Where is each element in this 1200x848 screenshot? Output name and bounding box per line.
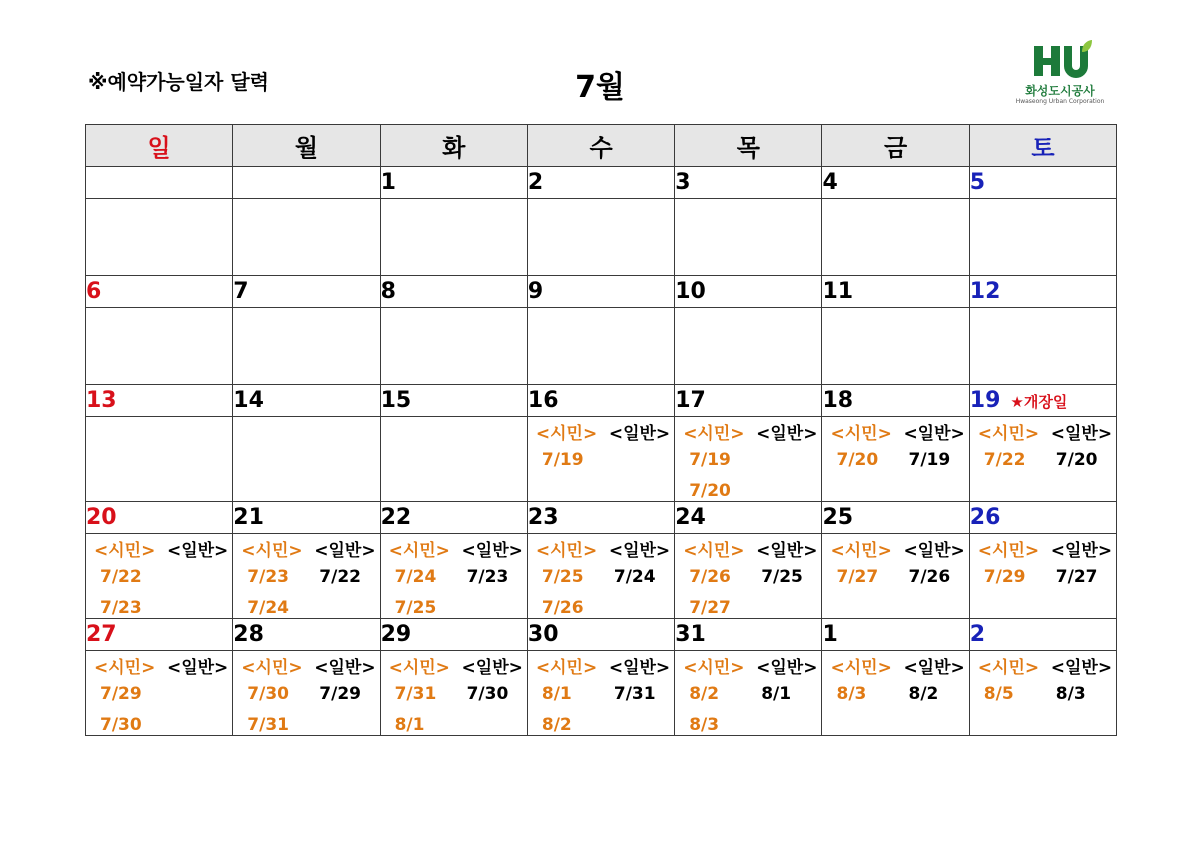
citizen-date: 7/22 — [983, 450, 1026, 470]
day-availability-cell — [233, 308, 380, 385]
citizen-label: <시민> — [683, 424, 745, 444]
weekday-sun: 일 — [86, 125, 233, 167]
general-date: 7/22 — [319, 567, 361, 587]
citizen-label: <시민> — [388, 658, 450, 678]
day-number — [822, 167, 969, 199]
day-number — [675, 385, 822, 417]
day-number — [675, 502, 822, 534]
general-label: <일반> — [1050, 658, 1113, 678]
citizen-date: 7/30 — [100, 715, 142, 735]
day-availability-cell — [527, 651, 674, 736]
citizen-label: <시민> — [535, 424, 598, 444]
general-label: <일반> — [903, 424, 965, 444]
general-date: 7/23 — [466, 567, 509, 587]
general-label: <일반> — [461, 658, 523, 678]
general-date: 7/29 — [319, 684, 361, 704]
day-availability-cell — [233, 534, 380, 619]
day-availability-cell — [86, 534, 233, 619]
day-number-text: 17 — [675, 388, 706, 413]
day-number-text: 19 — [969, 388, 1001, 413]
day-availability-cell — [527, 199, 674, 276]
month-title: 7월 — [575, 70, 625, 105]
general-label: <일반> — [608, 658, 671, 678]
weekday-mon: 월 — [233, 125, 380, 167]
citizen-date: 7/20 — [689, 481, 731, 501]
general-label: <일반> — [756, 658, 818, 678]
day-number — [86, 276, 233, 308]
day-number-text: 12 — [969, 279, 1001, 304]
general-date: 8/1 — [761, 684, 792, 704]
day-number — [527, 167, 674, 199]
reservation-calendar — [85, 124, 1117, 736]
date-row — [86, 276, 1117, 308]
day-number — [86, 502, 233, 534]
citizen-date: 7/23 — [100, 598, 142, 618]
day-number-text: 29 — [380, 622, 412, 647]
day-number-text: 26 — [969, 505, 1001, 530]
day-number — [969, 276, 1116, 308]
citizen-date: 7/24 — [247, 598, 289, 618]
availability-row — [86, 417, 1117, 502]
citizen-label: <시민> — [977, 541, 1040, 561]
general-date: 7/30 — [466, 684, 509, 704]
date-row — [86, 619, 1117, 651]
day-availability-cell — [86, 199, 233, 276]
day-number — [527, 385, 674, 417]
day-number-text: 31 — [675, 622, 706, 647]
day-number — [233, 619, 380, 651]
day-availability-cell — [969, 199, 1116, 276]
citizen-label: <시민> — [977, 424, 1040, 444]
citizen-date: 7/20 — [836, 450, 879, 470]
day-number — [675, 276, 822, 308]
citizen-label: <시민> — [535, 541, 598, 561]
citizen-label: <시민> — [683, 541, 745, 561]
general-label: <일반> — [1050, 424, 1113, 444]
day-number — [380, 167, 527, 199]
day-availability-cell — [86, 308, 233, 385]
weekday-tue: 화 — [380, 125, 527, 167]
day-availability-cell — [527, 417, 674, 502]
general-date: 7/26 — [908, 567, 951, 587]
citizen-date: 7/29 — [100, 684, 142, 704]
day-number — [233, 502, 380, 534]
general-label: <일반> — [756, 541, 818, 561]
company-name: 화성도시공사 — [1025, 84, 1095, 98]
weekday-wed: 수 — [527, 125, 674, 167]
day-availability-cell — [380, 199, 527, 276]
date-row — [86, 385, 1117, 417]
day-number-text: 18 — [822, 388, 854, 413]
day-number-text: 9 — [527, 279, 544, 304]
hu-logo-icon — [1032, 40, 1092, 78]
day-number-text: 1 — [380, 170, 396, 195]
day-availability-cell — [86, 417, 233, 502]
general-label: <일반> — [608, 424, 671, 444]
day-number — [822, 385, 969, 417]
day-number — [86, 167, 233, 199]
citizen-label: <시민> — [241, 541, 303, 561]
day-availability-cell — [822, 199, 969, 276]
day-number-text: 20 — [86, 505, 117, 530]
company-subtitle: Hwaseong Urban Corporation — [1015, 98, 1105, 105]
citizen-label: <시민> — [830, 424, 892, 444]
day-availability-cell — [233, 651, 380, 736]
general-date: 7/31 — [613, 684, 656, 704]
day-number-text: 27 — [86, 622, 117, 647]
day-availability-cell — [380, 651, 527, 736]
day-availability-cell — [675, 417, 822, 502]
citizen-date: 8/3 — [689, 715, 720, 735]
citizen-label: <시민> — [388, 541, 450, 561]
day-availability-cell — [675, 308, 822, 385]
availability-row — [86, 534, 1117, 619]
company-logo — [1010, 40, 1110, 110]
weekday-header-row — [86, 125, 1117, 167]
day-number — [233, 276, 380, 308]
citizen-date: 7/23 — [247, 567, 289, 587]
citizen-date: 7/31 — [247, 715, 289, 735]
day-number-text: 22 — [380, 505, 412, 530]
day-number — [822, 276, 969, 308]
citizen-label: <시민> — [535, 658, 598, 678]
day-number — [969, 619, 1116, 651]
day-number — [675, 619, 822, 651]
day-number-text: 14 — [233, 388, 264, 413]
weekday-thu: 목 — [675, 125, 822, 167]
general-date: 7/19 — [908, 450, 951, 470]
citizen-date: 8/2 — [541, 715, 572, 735]
day-availability-cell — [822, 308, 969, 385]
general-label: <일반> — [166, 658, 229, 678]
day-number — [527, 619, 674, 651]
citizen-date: 7/29 — [983, 567, 1026, 587]
availability-row — [86, 308, 1117, 385]
day-number-text: 15 — [380, 388, 412, 413]
day-availability-cell — [380, 417, 527, 502]
day-number — [233, 385, 380, 417]
day-number-text: 6 — [86, 279, 102, 304]
citizen-date: 7/26 — [689, 567, 731, 587]
day-number-text: 2 — [527, 170, 544, 195]
citizen-date: 8/1 — [541, 684, 572, 704]
day-availability-cell — [233, 199, 380, 276]
day-number-text: 2 — [969, 622, 986, 647]
day-availability-cell — [675, 199, 822, 276]
date-row — [86, 167, 1117, 199]
citizen-date: 7/27 — [836, 567, 879, 587]
day-availability-cell — [86, 651, 233, 736]
general-label: <일반> — [166, 541, 229, 561]
availability-row — [86, 651, 1117, 736]
general-label: <일반> — [756, 424, 818, 444]
day-availability-cell — [233, 417, 380, 502]
day-number-text: 13 — [86, 388, 117, 413]
day-number-text: 3 — [675, 170, 691, 195]
citizen-date: 7/22 — [100, 567, 142, 587]
day-number — [380, 619, 527, 651]
day-number — [527, 276, 674, 308]
citizen-date: 7/30 — [247, 684, 289, 704]
general-label: <일반> — [461, 541, 523, 561]
day-number — [822, 502, 969, 534]
citizen-label: <시민> — [977, 658, 1040, 678]
citizen-date: 8/5 — [983, 684, 1014, 704]
day-number — [969, 502, 1116, 534]
general-date: 8/2 — [908, 684, 939, 704]
day-number — [675, 167, 822, 199]
day-number-text: 8 — [380, 279, 396, 304]
citizen-date: 7/25 — [541, 567, 584, 587]
day-number-text: 23 — [527, 505, 559, 530]
day-number — [380, 502, 527, 534]
day-number — [527, 502, 674, 534]
day-number-text: 10 — [675, 279, 706, 304]
day-availability-cell — [822, 534, 969, 619]
day-availability-cell — [380, 308, 527, 385]
citizen-label: <시민> — [94, 658, 156, 678]
general-date: 8/3 — [1055, 684, 1086, 704]
day-number — [380, 276, 527, 308]
calendar-note: ※예약가능일자 달력 — [88, 70, 269, 94]
general-date: 7/25 — [761, 567, 803, 587]
citizen-label: <시민> — [241, 658, 303, 678]
day-availability-cell — [969, 651, 1116, 736]
day-number-text: 28 — [233, 622, 264, 647]
day-number-text: 11 — [822, 279, 854, 304]
day-number-text: 25 — [822, 505, 854, 530]
weekday-fri: 금 — [822, 125, 969, 167]
day-availability-cell — [380, 534, 527, 619]
day-number — [380, 385, 527, 417]
general-date: 7/20 — [1055, 450, 1098, 470]
citizen-date: 8/1 — [394, 715, 425, 735]
day-number-text: 21 — [233, 505, 264, 530]
day-number-text: 5 — [969, 170, 986, 195]
citizen-label: <시민> — [830, 541, 892, 561]
general-label: <일반> — [1050, 541, 1113, 561]
citizen-date: 7/19 — [689, 450, 731, 470]
general-label: <일반> — [314, 658, 376, 678]
citizen-date: 8/2 — [689, 684, 720, 704]
day-number-text: 24 — [675, 505, 706, 530]
day-number-text: 4 — [822, 170, 838, 195]
day-availability-cell — [527, 534, 674, 619]
day-availability-cell — [675, 651, 822, 736]
general-label: <일반> — [903, 541, 965, 561]
day-availability-cell — [822, 417, 969, 502]
opening-day-label: ★개장일 — [1010, 393, 1068, 411]
general-label: <일반> — [314, 541, 376, 561]
day-availability-cell — [969, 417, 1116, 502]
general-label: <일반> — [608, 541, 671, 561]
day-number — [233, 167, 380, 199]
day-availability-cell — [969, 308, 1116, 385]
availability-row — [86, 199, 1117, 276]
day-number-text: 7 — [233, 279, 249, 304]
citizen-date: 7/26 — [541, 598, 584, 618]
day-availability-cell — [675, 534, 822, 619]
day-availability-cell — [969, 534, 1116, 619]
weekday-sat: 토 — [969, 125, 1116, 167]
citizen-date: 7/25 — [394, 598, 437, 618]
day-availability-cell — [527, 308, 674, 385]
citizen-date: 7/24 — [394, 567, 437, 587]
day-availability-cell — [822, 651, 969, 736]
citizen-label: <시민> — [94, 541, 156, 561]
citizen-date: 7/31 — [394, 684, 437, 704]
day-number — [86, 619, 233, 651]
citizen-date: 8/3 — [836, 684, 867, 704]
day-number-text: 30 — [527, 622, 559, 647]
citizen-date: 7/27 — [689, 598, 731, 618]
day-number-text: 1 — [822, 622, 838, 647]
day-number — [969, 167, 1116, 199]
day-number — [822, 619, 969, 651]
day-number — [86, 385, 233, 417]
day-number — [969, 385, 1116, 417]
general-date: 7/27 — [1055, 567, 1098, 587]
general-label: <일반> — [903, 658, 965, 678]
date-row — [86, 502, 1117, 534]
citizen-label: <시민> — [830, 658, 892, 678]
citizen-date: 7/19 — [541, 450, 584, 470]
day-number-text: 16 — [527, 388, 559, 413]
citizen-label: <시민> — [683, 658, 745, 678]
general-date: 7/24 — [613, 567, 656, 587]
